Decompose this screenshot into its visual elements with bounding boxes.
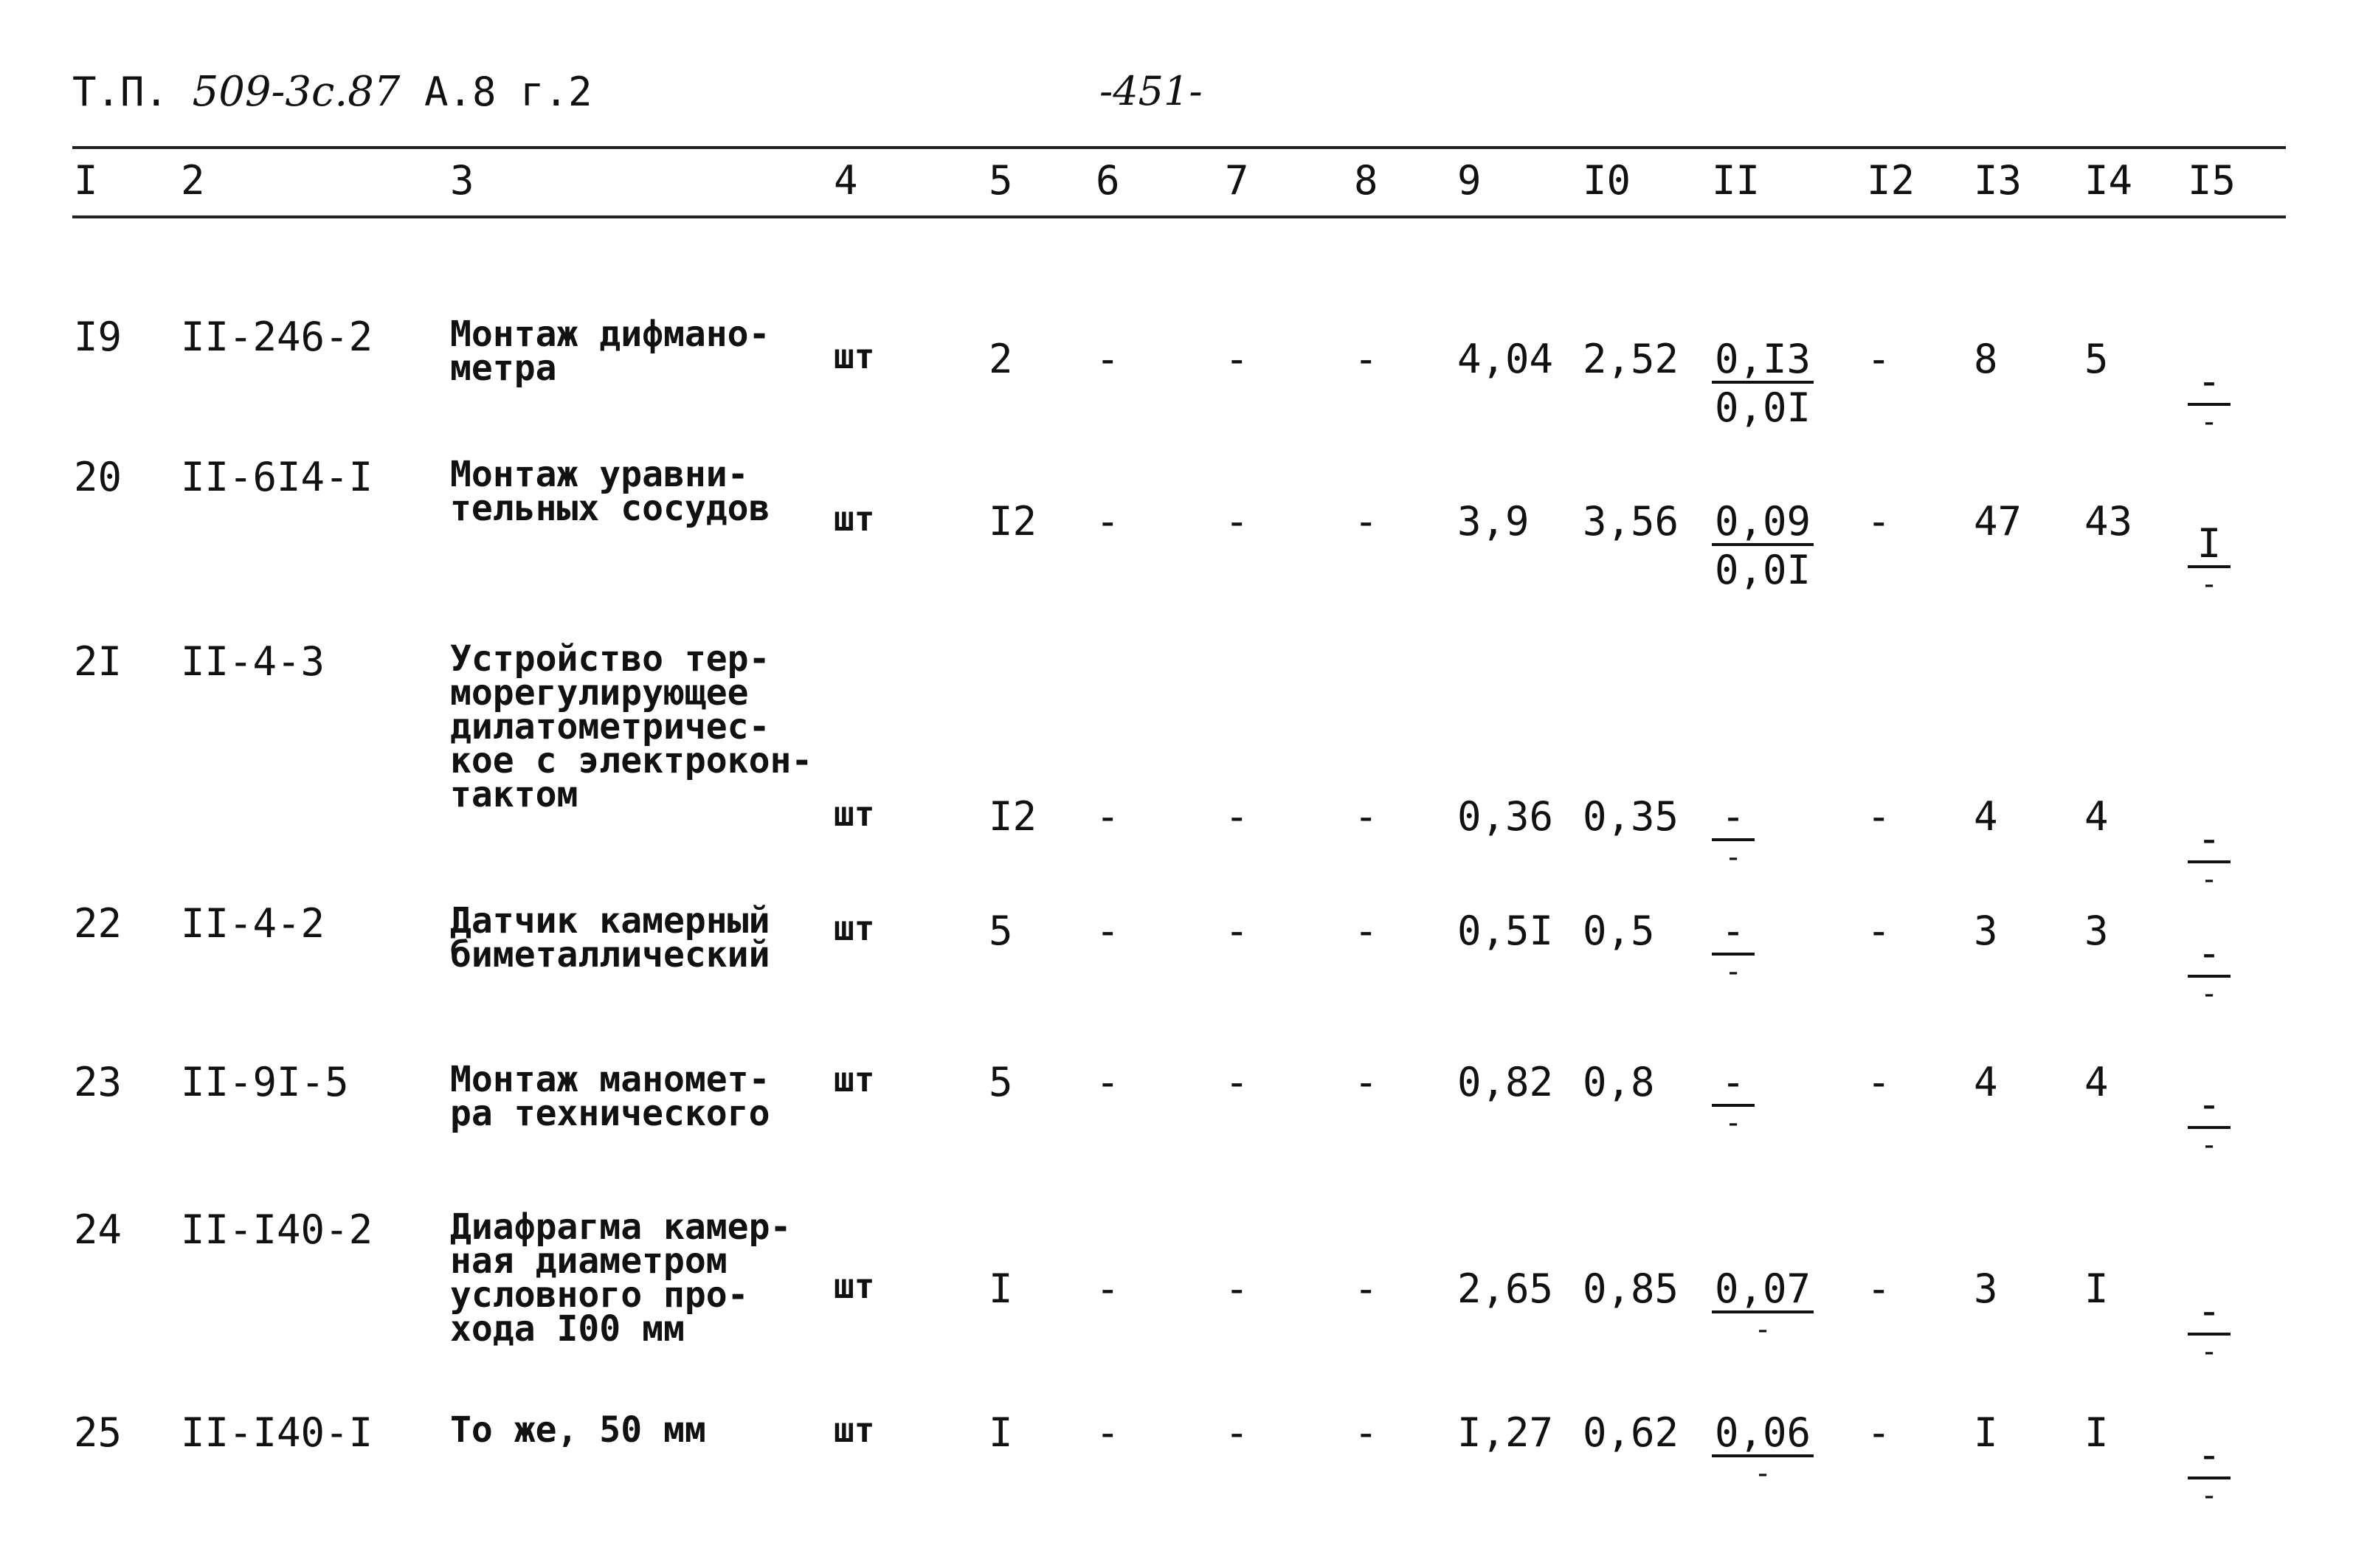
header-prefix: Т.П. bbox=[72, 69, 169, 115]
col8-value: - bbox=[1354, 908, 1378, 954]
col11-fraction bbox=[1712, 793, 1755, 874]
header-rule-top bbox=[72, 146, 2286, 149]
col13-value: 4 bbox=[1974, 793, 1998, 840]
column-header: I bbox=[74, 157, 98, 204]
col15-fraction-denominator: - bbox=[2200, 1128, 2219, 1162]
col15-fraction-numerator: - bbox=[2188, 1291, 2231, 1336]
col12-value: - bbox=[1867, 793, 1891, 840]
column-header: 3 bbox=[450, 157, 474, 204]
col11-fraction-denominator: - bbox=[1724, 1106, 1743, 1140]
col6-value: - bbox=[1096, 908, 1120, 954]
work-description: То же, 50 мм bbox=[450, 1409, 706, 1451]
col13-value: 47 bbox=[1974, 498, 2022, 545]
unit-of-measure: шт bbox=[834, 1410, 875, 1450]
unit-of-measure: шт bbox=[834, 908, 875, 948]
col11-fraction bbox=[1712, 1409, 1814, 1491]
row-number: 20 bbox=[74, 454, 122, 500]
col8-value: - bbox=[1354, 336, 1378, 382]
rate-code: II-4-2 bbox=[181, 900, 325, 947]
col14-value: 5 bbox=[2084, 336, 2109, 382]
col12-value: - bbox=[1867, 908, 1891, 954]
row-number: I9 bbox=[74, 314, 122, 360]
col12-value: - bbox=[1867, 336, 1891, 382]
col13-value: 4 bbox=[1974, 1059, 1998, 1105]
col14-value: 4 bbox=[2084, 793, 2109, 840]
col14-value: I bbox=[2084, 1265, 2109, 1312]
document-code-header bbox=[72, 68, 592, 116]
col12-value: - bbox=[1867, 498, 1891, 545]
col13-value: I bbox=[1974, 1409, 1998, 1456]
col15-fraction-numerator: - bbox=[2188, 819, 2231, 863]
unit-of-measure: шт bbox=[834, 499, 875, 539]
col8-value: - bbox=[1354, 1059, 1378, 1105]
col6-value: - bbox=[1096, 336, 1120, 382]
col6-value: - bbox=[1096, 1409, 1120, 1456]
header-rule-bottom bbox=[72, 215, 2286, 218]
col6-value: - bbox=[1096, 1265, 1120, 1312]
col15-fraction-numerator: - bbox=[2188, 1435, 2231, 1479]
column-header: 4 bbox=[834, 157, 858, 204]
row-number: 2I bbox=[74, 638, 122, 685]
col11-fraction bbox=[1712, 1059, 1755, 1140]
col11-fraction-numerator: - bbox=[1712, 797, 1755, 841]
col10-value: 0,5 bbox=[1583, 908, 1655, 954]
col10-value: 0,8 bbox=[1583, 1059, 1655, 1105]
col14-value: I bbox=[2084, 1409, 2109, 1456]
col9-value: 2,65 bbox=[1457, 1265, 1554, 1312]
col11-fraction-numerator: 0,09 bbox=[1712, 502, 1814, 546]
column-header: 9 bbox=[1457, 157, 1482, 204]
col15-fraction bbox=[2188, 1431, 2231, 1513]
col8-value: - bbox=[1354, 498, 1378, 545]
col15-fraction bbox=[2188, 1288, 2231, 1369]
rate-code: II-9I-5 bbox=[181, 1059, 349, 1105]
quantity: I2 bbox=[989, 498, 1037, 545]
col9-value: 4,04 bbox=[1457, 336, 1554, 382]
quantity: I2 bbox=[989, 793, 1037, 840]
col7-value: - bbox=[1225, 498, 1249, 545]
col15-fraction-numerator: - bbox=[2188, 362, 2231, 406]
col11-fraction-numerator: 0,06 bbox=[1712, 1413, 1814, 1457]
col11-fraction-denominator: 0,0I bbox=[1715, 384, 1811, 431]
col11-fraction bbox=[1712, 498, 1814, 593]
quantity: 2 bbox=[989, 336, 1013, 382]
column-header: 7 bbox=[1225, 157, 1249, 204]
col15-fraction bbox=[2188, 358, 2231, 439]
work-description: Диафрагма камер- ная диаметром условного про- хода I00 мм bbox=[450, 1206, 792, 1350]
col15-fraction-denominator: - bbox=[2200, 405, 2219, 439]
col7-value: - bbox=[1225, 1059, 1249, 1105]
quantity: 5 bbox=[989, 1059, 1013, 1105]
col15-fraction-denominator: - bbox=[2200, 863, 2219, 897]
col11-fraction-denominator: - bbox=[1753, 1313, 1772, 1347]
col6-value: - bbox=[1096, 793, 1120, 840]
col12-value: - bbox=[1867, 1409, 1891, 1456]
col15-fraction-denominator: - bbox=[2200, 567, 2219, 601]
col14-value: 43 bbox=[2084, 498, 2133, 545]
col11-fraction-numerator: - bbox=[1712, 911, 1755, 956]
header-code: 509-3с.87 bbox=[192, 68, 401, 116]
col15-fraction-numerator: - bbox=[2188, 1085, 2231, 1129]
col6-value: - bbox=[1096, 1059, 1120, 1105]
work-description: Устройство тер- морегулирующее дилатометричес- кое с электрокон- тактом bbox=[450, 638, 813, 815]
col7-value: - bbox=[1225, 908, 1249, 954]
col11-fraction-denominator: 0,0I bbox=[1715, 547, 1811, 593]
row-number: 24 bbox=[74, 1206, 122, 1253]
quantity: I bbox=[989, 1265, 1013, 1312]
col9-value: I,27 bbox=[1457, 1409, 1554, 1456]
col7-value: - bbox=[1225, 1409, 1249, 1456]
col10-value: 3,56 bbox=[1583, 498, 1679, 545]
rate-code: II-246-2 bbox=[181, 314, 373, 360]
column-header: 2 bbox=[181, 157, 205, 204]
col12-value: - bbox=[1867, 1059, 1891, 1105]
unit-of-measure: шт bbox=[834, 1266, 875, 1306]
column-header: I5 bbox=[2188, 157, 2236, 204]
col11-fraction-denominator: - bbox=[1753, 1457, 1772, 1491]
col9-value: 0,36 bbox=[1457, 793, 1554, 840]
rate-code: II-4-3 bbox=[181, 638, 325, 685]
quantity: 5 bbox=[989, 908, 1013, 954]
column-header: 5 bbox=[989, 157, 1013, 204]
col6-value: - bbox=[1096, 498, 1120, 545]
col15-fraction bbox=[2188, 815, 2231, 897]
col11-fraction-numerator: 0,07 bbox=[1712, 1269, 1814, 1313]
work-description: Датчик камерный биметаллический bbox=[450, 900, 770, 975]
work-description: Монтаж дифмано- метра bbox=[450, 314, 770, 389]
col11-fraction-denominator: - bbox=[1724, 955, 1743, 989]
col13-value: 8 bbox=[1974, 336, 1998, 382]
col7-value: - bbox=[1225, 336, 1249, 382]
col9-value: 0,82 bbox=[1457, 1059, 1554, 1105]
rate-code: II-I40-I bbox=[181, 1409, 373, 1456]
col11-fraction-numerator: - bbox=[1712, 1063, 1755, 1107]
unit-of-measure: шт bbox=[834, 336, 875, 376]
work-description: Монтаж уравни- тельных сосудов bbox=[450, 454, 770, 529]
column-header: I2 bbox=[1867, 157, 1915, 204]
col15-fraction-denominator: - bbox=[2200, 1335, 2219, 1369]
column-header: 6 bbox=[1096, 157, 1120, 204]
col15-fraction bbox=[2188, 1081, 2231, 1162]
col14-value: 4 bbox=[2084, 1059, 2109, 1105]
col12-value: - bbox=[1867, 1265, 1891, 1312]
col10-value: 2,52 bbox=[1583, 336, 1679, 382]
row-number: 25 bbox=[74, 1409, 122, 1456]
page-number: -451- bbox=[1099, 68, 1203, 114]
col13-value: 3 bbox=[1974, 908, 1998, 954]
col7-value: - bbox=[1225, 793, 1249, 840]
column-header: I0 bbox=[1583, 157, 1631, 204]
col8-value: - bbox=[1354, 1409, 1378, 1456]
rate-code: II-6I4-I bbox=[181, 454, 373, 500]
row-number: 22 bbox=[74, 900, 122, 947]
col9-value: 0,5I bbox=[1457, 908, 1554, 954]
col7-value: - bbox=[1225, 1265, 1249, 1312]
col15-fraction-numerator: - bbox=[2188, 933, 2231, 978]
col8-value: - bbox=[1354, 793, 1378, 840]
col14-value: 3 bbox=[2084, 908, 2109, 954]
col13-value: 3 bbox=[1974, 1265, 1998, 1312]
col11-fraction-denominator: - bbox=[1724, 840, 1743, 874]
col15-fraction-denominator: - bbox=[2200, 1479, 2219, 1513]
col11-fraction bbox=[1712, 336, 1814, 431]
col15-fraction-denominator: - bbox=[2200, 977, 2219, 1011]
column-header: I3 bbox=[1974, 157, 2022, 204]
work-description: Монтаж маномет- ра технического bbox=[450, 1059, 770, 1134]
row-number: 23 bbox=[74, 1059, 122, 1105]
quantity: I bbox=[989, 1409, 1013, 1456]
col10-value: 0,85 bbox=[1583, 1265, 1679, 1312]
col11-fraction bbox=[1712, 1265, 1814, 1347]
col11-fraction-numerator: 0,I3 bbox=[1712, 339, 1814, 384]
column-header: I4 bbox=[2084, 157, 2133, 204]
col15-fraction bbox=[2188, 930, 2231, 1011]
col10-value: 0,62 bbox=[1583, 1409, 1679, 1456]
col9-value: 3,9 bbox=[1457, 498, 1530, 545]
unit-of-measure: шт bbox=[834, 1060, 875, 1099]
col15-fraction-numerator: I bbox=[2188, 524, 2231, 568]
column-header: II bbox=[1712, 157, 1761, 204]
column-header: 8 bbox=[1354, 157, 1378, 204]
col8-value: - bbox=[1354, 1265, 1378, 1312]
col11-fraction bbox=[1712, 908, 1755, 989]
header-album: А.8 г.2 bbox=[424, 69, 592, 115]
col10-value: 0,35 bbox=[1583, 793, 1679, 840]
col15-fraction bbox=[2188, 520, 2231, 601]
unit-of-measure: шт bbox=[834, 794, 875, 834]
rate-code: II-I40-2 bbox=[181, 1206, 373, 1253]
